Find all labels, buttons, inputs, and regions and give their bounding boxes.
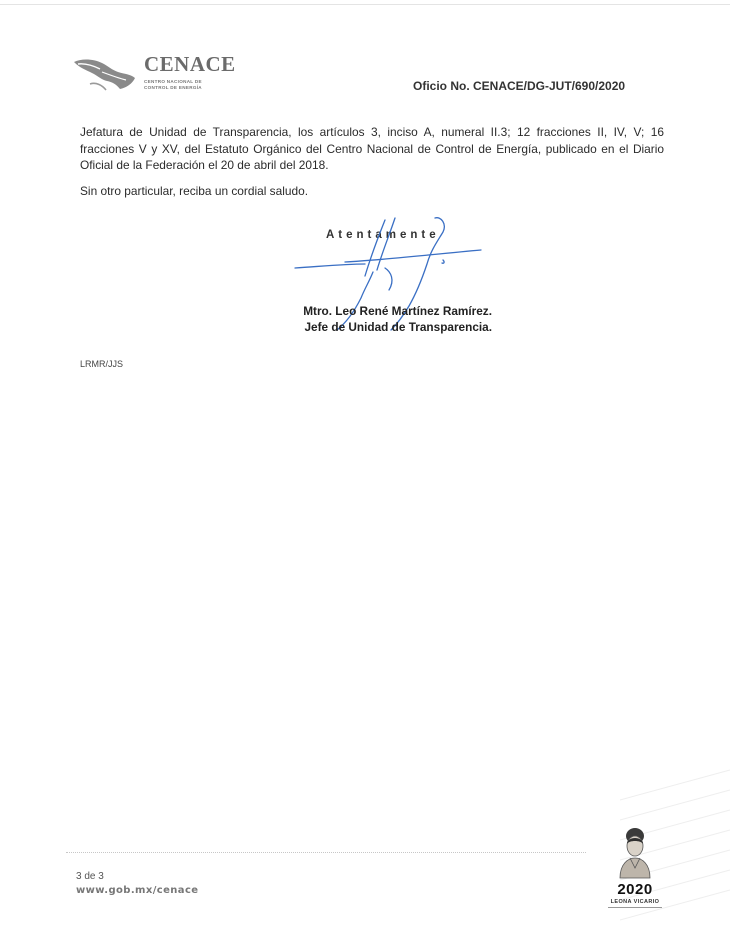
logo-wordmark: CENACE <box>144 52 236 76</box>
signer-title: Jefe de Unidad de Transparencia. <box>304 319 492 334</box>
badge-underline <box>608 907 662 908</box>
signer-block <box>276 304 492 335</box>
logo-subtitle: CENTRO NACIONAL DE CONTROL DE ENERGÍA <box>144 79 202 90</box>
page-number: 3 de 3 <box>76 871 104 882</box>
signer-name: Mtro. Leo René Martínez Ramírez. <box>303 304 492 318</box>
website-link[interactable]: www.gob.mx/cenace <box>76 885 199 896</box>
oficio-number: Oficio No. CENACE/DG-JUT/690/2020 <box>413 79 626 93</box>
cenace-logo <box>72 52 262 100</box>
letter-body: Jefatura de Unidad de Transparencia, los artículos 3, inciso A, numeral II.3; 12 fracciones II, IV, V; 16 fracciones V y XV, del Estatuto Orgánico del Centro Nacional de Control de Energía, publicado en el Diario Oficial de la Federación el 20 de abril del 2018. <box>80 125 664 172</box>
badge-name: LEONA VICARIO <box>610 899 660 905</box>
badge-year: 2020 <box>617 881 653 898</box>
reference-initials: LRMR/JJS <box>80 359 124 369</box>
footer-rule <box>66 852 586 853</box>
letter-closing: Sin otro particular, reciba un cordial saludo. <box>80 184 309 198</box>
mexico-map-logo-icon <box>72 54 138 94</box>
valediction: Atentamente <box>326 229 440 241</box>
top-rule <box>0 4 730 5</box>
